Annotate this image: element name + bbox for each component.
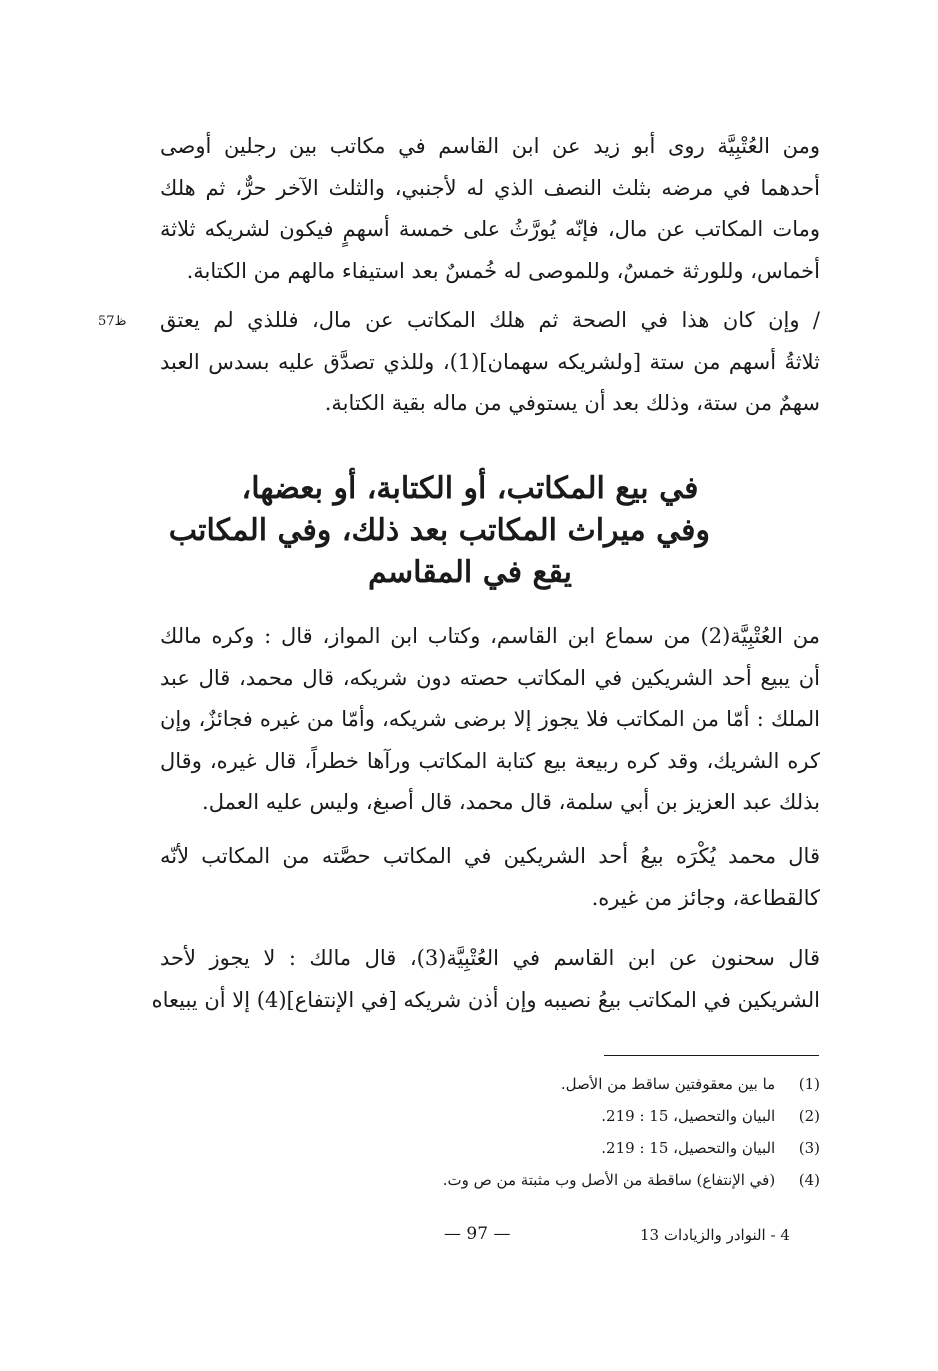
- footnotes-list: [360, 1068, 820, 1196]
- footnote-text: البيان والتحصيل، 15 : 219.: [601, 1139, 776, 1157]
- text-line: ومات المكاتب عن مال، فإنّه يُورَّثُ على خمسة أسهمٍ فيكون لشريكه ثلاثة: [160, 217, 820, 241]
- paragraph-5: [151, 938, 820, 1021]
- text-line: قال محمد يُكْرَه بيعُ أحد الشريكين في المكاتب حصَّته من المكاتب لأنّه: [160, 844, 820, 868]
- text-line: كره الشريك، وقد كره ربيعة بيع كتابة المكاتب ورآها خطراً، قال غيره، وقال: [160, 748, 820, 773]
- book-reference: 4 - النوادر والزيادات 13: [640, 1226, 790, 1244]
- heading-line: يقع في المقاسم: [368, 555, 572, 590]
- footnote-text: ما بين معقوفتين ساقط من الأصل.: [560, 1075, 776, 1093]
- footnote-text: البيان والتحصيل، 15 : 219.: [601, 1107, 776, 1125]
- page-number: — 97 —: [444, 1224, 511, 1244]
- footnote-number: (1): [798, 1075, 820, 1093]
- text-line: الملك : أمّا من المكاتب فلا يجوز إلا برضى شريكه، وأمّا من غيره فجائزٌ، وإن: [160, 707, 820, 731]
- paragraph-4: [160, 836, 820, 919]
- section-heading: [168, 468, 710, 594]
- paragraph-1: [160, 126, 820, 292]
- heading-line: في بيع المكاتب، أو الكتابة، أو بعضها،: [241, 471, 699, 506]
- text-line: الشريكين في المكاتب بيعُ نصيبه وإن أذن شريكه [في الإنتفاع](4) إلا أن يبيعاه: [151, 987, 820, 1012]
- footnote-item: [360, 1132, 820, 1164]
- text-line: قال سحنون عن ابن القاسم في العُتْبِيَّة(3)، قال مالك : لا يجوز لأحد: [160, 946, 820, 970]
- text-line: / وإن كان هذا في الصحة ثم هلك المكاتب عن مال، فللذي لم يعتق: [160, 308, 820, 332]
- heading-line: وفي ميراث المكاتب بعد ذلك، وفي المكاتب: [168, 513, 710, 548]
- footnote-item: [360, 1164, 820, 1196]
- footnote-divider: [604, 1055, 819, 1056]
- text-line: سهمٌ من ستة، وذلك بعد أن يستوفي من ماله بقية الكتابة.: [324, 391, 820, 415]
- text-line: ثلاثةُ أسهم من ستة [ولشريكه سهمان](1)، وللذي تصدَّق عليه بسدس العبد: [160, 349, 820, 374]
- paragraph-2: [160, 300, 820, 425]
- text-line: بذلك عبد العزيز بن أبي سلمة، قال محمد، قال أصبغ، وليس عليه العمل.: [202, 790, 820, 814]
- footnote-item: [360, 1068, 820, 1100]
- footnote-number: (4): [798, 1171, 820, 1189]
- text-line: أخماس، وللورثة خمسٌ، وللموصى له خُمسٌ بعد استيفاء مالهم من الكتابة.: [186, 258, 820, 283]
- footnote-number: (2): [798, 1107, 820, 1125]
- paragraph-3: [160, 616, 820, 824]
- text-line: أحدهما في مرضه بثلث النصف الذي له لأجنبي، والثلث الآخر حرٌّ، ثم هلك: [160, 175, 820, 200]
- footnote-number: (3): [798, 1139, 820, 1157]
- text-line: كالقطاعة، وجائز من غيره.: [591, 885, 820, 910]
- margin-folio-note: 57ظ: [98, 314, 127, 329]
- footnote-item: [360, 1100, 820, 1132]
- text-line: أن يبيع أحد الشريكين في المكاتب حصته دون شريكه، قال محمد، قال عبد: [160, 665, 820, 690]
- text-line: ومن العُتْبِيَّة روى أبو زيد عن ابن القاسم في مكاتب بين رجلين أوصى: [160, 134, 820, 158]
- text-line: من العُتْبِيَّة(2) من سماع ابن القاسم، وكتاب ابن المواز، قال : وكره مالك: [160, 624, 820, 648]
- footnote-text: (في الإنتفاع) ساقطة من الأصل وب مثبتة من ص وت.: [442, 1171, 776, 1189]
